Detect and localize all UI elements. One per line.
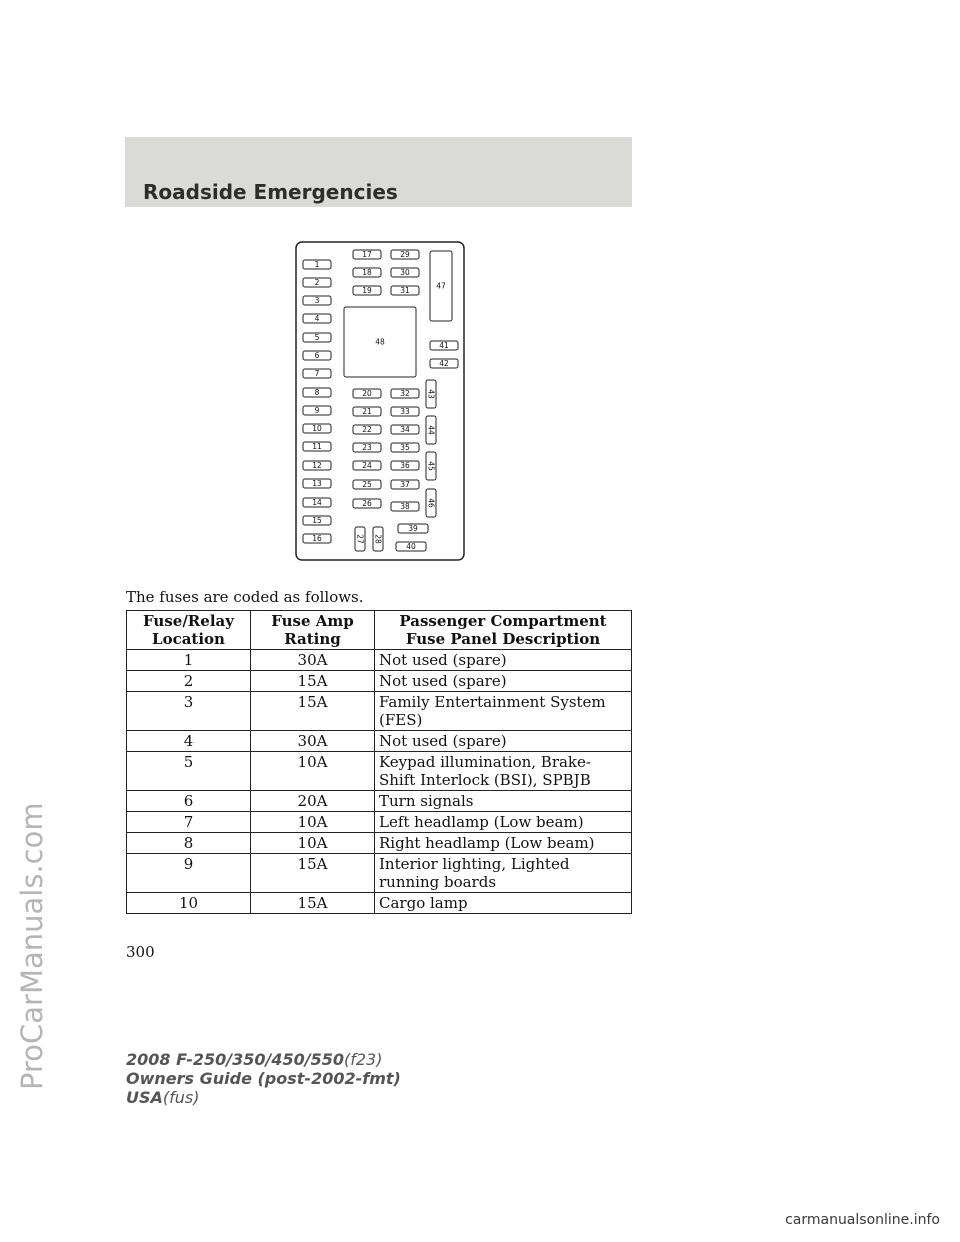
fuse-amp-cell: 30A: [251, 650, 375, 671]
fuse-slot: [303, 461, 331, 470]
table-row: [127, 752, 632, 791]
fuse-slot: [426, 489, 436, 517]
fuse-slot-label: 5: [314, 333, 320, 343]
fuse-location-cell: 9: [127, 854, 251, 893]
fuse-amp-cell: 15A: [251, 692, 375, 731]
fuse-location-cell: 10: [127, 893, 251, 914]
fuse-slot-label: 30: [400, 268, 410, 278]
fuse-slot: [353, 407, 381, 416]
fuse-slot: [426, 380, 436, 408]
fuse-slot-label: 32: [400, 389, 410, 399]
side-watermark: ProCarManuals.com: [15, 802, 49, 1090]
fuse-slot-label: 2: [314, 278, 320, 288]
fuse-slot: [430, 341, 458, 350]
fuse-slot: [344, 307, 416, 377]
fuse-description-cell: Keypad illumination, Brake-Shift Interlock (BSI), SPBJB: [375, 752, 632, 791]
fuse-location-cell: 7: [127, 812, 251, 833]
fuse-amp-cell: 10A: [251, 752, 375, 791]
fuse-slot-label: 40: [406, 542, 416, 552]
fuse-slot: [391, 250, 419, 259]
fuse-slot: [373, 527, 383, 551]
fuse-slot: [398, 524, 428, 533]
fuse-slot-label: 35: [400, 443, 410, 453]
fuse-slot: [303, 351, 331, 360]
fuse-slot: [303, 424, 331, 433]
fuse-slot: [303, 296, 331, 305]
fuse-slot-label: 3: [314, 296, 320, 306]
fuse-location-cell: 1: [127, 650, 251, 671]
fuse-slot-label: 12: [312, 461, 322, 471]
fuse-slot-label: 28: [373, 534, 383, 544]
section-title: Roadside Emergencies: [143, 180, 398, 204]
fuse-slot-label: 16: [312, 534, 322, 544]
footer-model: 2008 F-250/350/450/550: [126, 1050, 344, 1069]
fuse-amp-cell: 30A: [251, 731, 375, 752]
fuse-slot-label: 33: [400, 407, 410, 417]
fuse-slot: [353, 480, 381, 489]
fuse-slot-label: 27: [355, 534, 365, 544]
fuse-slot: [353, 425, 381, 434]
fuse-description-cell: Cargo lamp: [375, 893, 632, 914]
fuse-description-cell: Not used (spare): [375, 650, 632, 671]
fuse-slot: [353, 286, 381, 295]
fuse-slot: [303, 260, 331, 269]
fuse-description-cell: Not used (spare): [375, 671, 632, 692]
fuse-slot-label: 7: [314, 369, 320, 379]
fuse-slot-label: 10: [312, 424, 322, 434]
table-row: [127, 791, 632, 812]
fuse-location-cell: 2: [127, 671, 251, 692]
fuse-slot: [303, 369, 331, 378]
fuse-slot: [353, 461, 381, 470]
fuse-amp-cell: 10A: [251, 812, 375, 833]
fuse-description-cell: Not used (spare): [375, 731, 632, 752]
fuse-slot-label: 31: [400, 286, 410, 296]
fuse-description-cell: Interior lighting, Lighted running boards: [375, 854, 632, 893]
fuse-slot: [303, 278, 331, 287]
fuse-slot-label: 34: [400, 425, 410, 435]
fuse-slot: [391, 407, 419, 416]
fuse-slot: [391, 268, 419, 277]
fuse-description-cell: Family Entertainment System (FES): [375, 692, 632, 731]
fuse-slot-label: 22: [362, 425, 372, 435]
fuse-slot-label: 37: [400, 480, 410, 490]
fuse-slot: [303, 333, 331, 342]
table-header-row: [127, 611, 632, 650]
fuse-slot: [303, 516, 331, 525]
fuse-slot-label: 41: [439, 341, 449, 351]
fuse-amp-cell: 20A: [251, 791, 375, 812]
fuse-amp-cell: 15A: [251, 854, 375, 893]
fuse-slot: [303, 314, 331, 323]
fuse-slot: [391, 443, 419, 452]
table-row: [127, 671, 632, 692]
fuse-location-cell: 6: [127, 791, 251, 812]
fuse-slot: [355, 527, 365, 551]
fuse-slot-label: 15: [312, 516, 322, 526]
fuse-slot: [391, 480, 419, 489]
fuse-slot: [353, 389, 381, 398]
fuse-slot-label: 44: [426, 425, 436, 435]
table-row: [127, 692, 632, 731]
fuse-location-cell: 3: [127, 692, 251, 731]
fuse-slot-label: 8: [314, 388, 320, 398]
fuse-slot: [391, 425, 419, 434]
footer-market: USA: [126, 1088, 163, 1107]
table-row: [127, 833, 632, 854]
fuse-slot-label: 48: [375, 337, 385, 347]
fuse-slot-label: 6: [314, 351, 320, 361]
fuse-slot: [303, 498, 331, 507]
fuse-slot: [353, 443, 381, 452]
fuse-slot: [396, 542, 426, 551]
fuse-slot-label: 25: [362, 480, 372, 490]
footer-guide: Owners Guide (post-2002-fmt): [126, 1069, 401, 1088]
fuse-slot-label: 20: [362, 389, 372, 399]
fuse-amp-cell: 10A: [251, 833, 375, 854]
fuse-slot-label: 19: [362, 286, 372, 296]
fuse-slot: [303, 534, 331, 543]
fuse-slot-label: 14: [312, 498, 322, 508]
fuse-slot: [391, 502, 419, 511]
fuse-slot: [430, 359, 458, 368]
fuse-description-cell: Turn signals: [375, 791, 632, 812]
table-row: [127, 731, 632, 752]
header-amp-rating: Fuse Amp Rating: [251, 611, 375, 650]
fuse-slot-label: 47: [436, 281, 446, 291]
fuse-slot-label: 43: [426, 389, 436, 399]
fuse-slot-label: 11: [312, 442, 322, 452]
fuse-slot-label: 13: [312, 479, 322, 489]
fuse-slot: [391, 461, 419, 470]
fuse-slot: [391, 389, 419, 398]
fuse-slot-label: 24: [362, 461, 372, 471]
fuse-slot: [303, 442, 331, 451]
fuse-slot-label: 4: [314, 314, 320, 324]
fuse-slot: [303, 388, 331, 397]
fuse-slot-label: 21: [362, 407, 372, 417]
fuse-slot-label: 45: [426, 461, 436, 471]
fuse-slot: [303, 479, 331, 488]
fuse-amp-cell: 15A: [251, 893, 375, 914]
table-row: [127, 854, 632, 893]
fuse-location-cell: 8: [127, 833, 251, 854]
fuse-slot-label: 23: [362, 443, 372, 453]
table-row: [127, 893, 632, 914]
fuse-slot-label: 42: [439, 359, 449, 369]
fuse-location-cell: 4: [127, 731, 251, 752]
fuse-description-cell: Right headlamp (Low beam): [375, 833, 632, 854]
fuse-slot: [426, 452, 436, 480]
fuse-slot-label: 38: [400, 502, 410, 512]
fuse-slot-label: 26: [362, 499, 372, 509]
fuse-slot-label: 18: [362, 268, 372, 278]
fuse-description-cell: Left headlamp (Low beam): [375, 812, 632, 833]
fuse-slot-label: 1: [314, 260, 320, 270]
document-footer: [126, 1050, 401, 1107]
fuse-slot: [353, 499, 381, 508]
fuse-slot-label: 17: [362, 250, 372, 260]
fuse-slot: [430, 251, 452, 321]
fuse-amp-cell: 15A: [251, 671, 375, 692]
header-location: Fuse/Relay Location: [127, 611, 251, 650]
table-row: [127, 812, 632, 833]
fuse-panel-diagram: [0, 0, 960, 600]
intro-text: The fuses are coded as follows.: [126, 588, 364, 606]
fuse-table: [126, 610, 632, 914]
fuse-slot: [426, 416, 436, 444]
footer-model-code: (f23): [344, 1050, 383, 1069]
fuse-slot: [353, 250, 381, 259]
fuse-slot: [303, 406, 331, 415]
footer-watermark: carmanualsonline.info: [785, 1212, 940, 1228]
fuse-location-cell: 5: [127, 752, 251, 791]
footer-market-code: (fus): [162, 1088, 200, 1107]
page-number: 300: [126, 943, 155, 961]
header-description: Passenger Compartment Fuse Panel Description: [375, 611, 632, 650]
fuse-slot-label: 9: [314, 406, 320, 416]
fuse-slot-label: 46: [426, 498, 436, 508]
fuse-slot: [391, 286, 419, 295]
fuse-slot-label: 36: [400, 461, 410, 471]
table-row: [127, 650, 632, 671]
fuse-slot-label: 29: [400, 250, 410, 260]
fuse-slot-label: 39: [408, 524, 418, 534]
fuse-slot: [353, 268, 381, 277]
